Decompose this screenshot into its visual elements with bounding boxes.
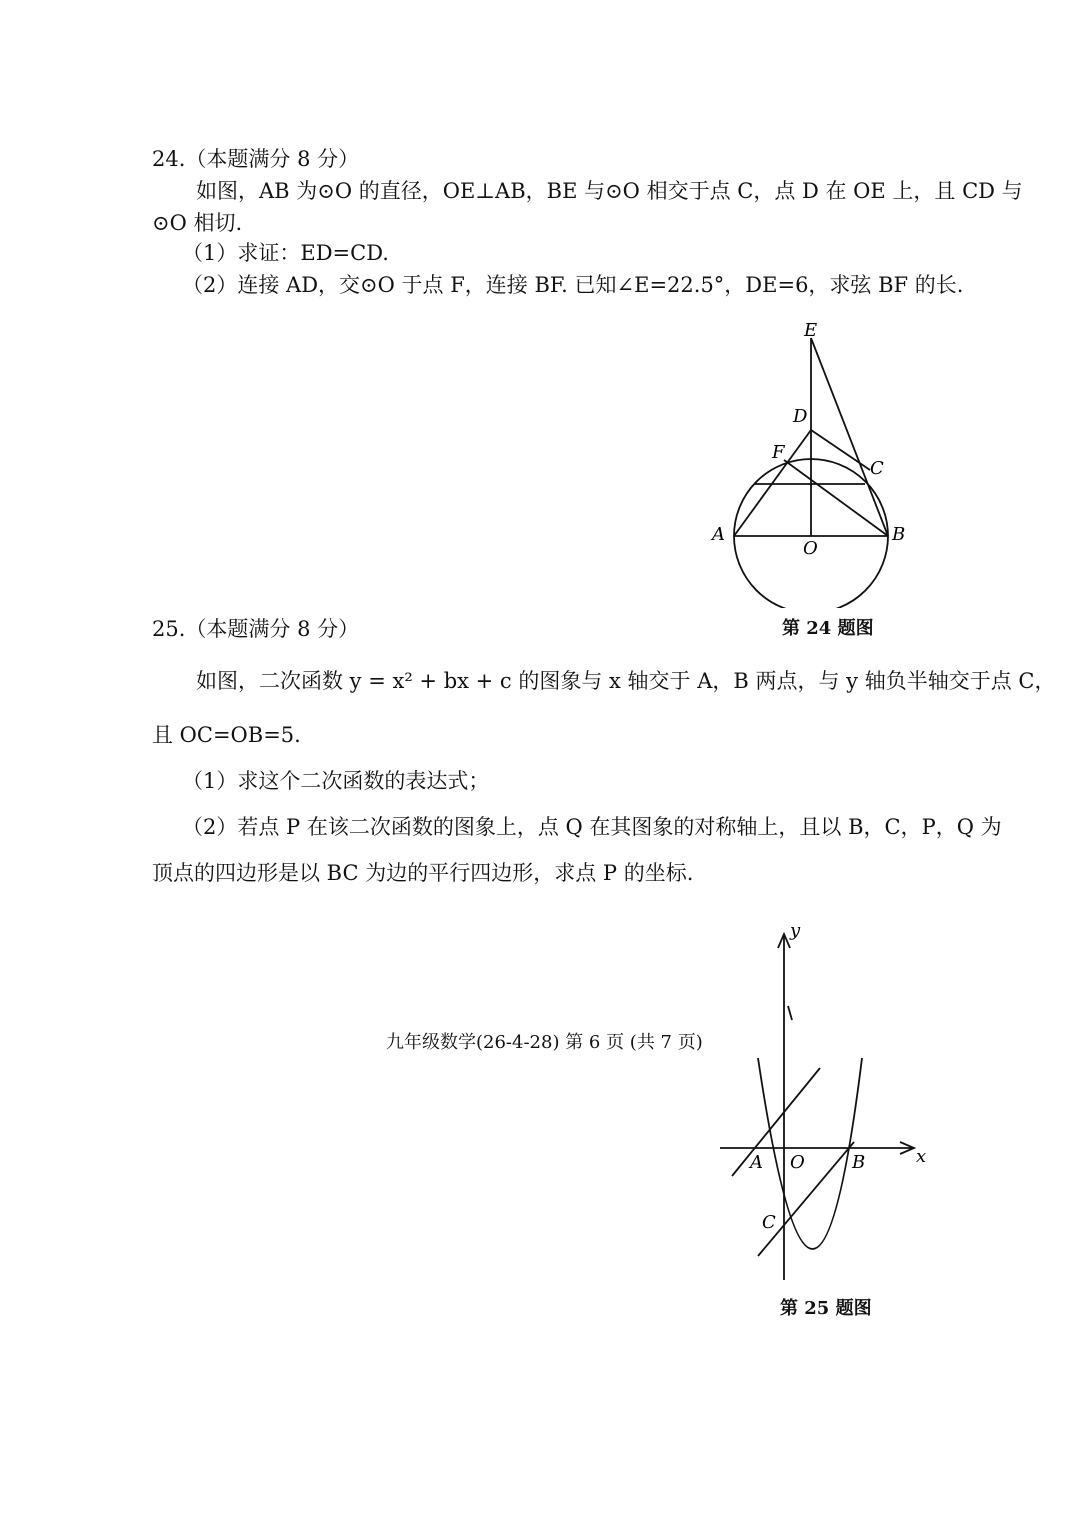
line-bc	[758, 1142, 854, 1256]
label-e: E	[804, 320, 818, 341]
q24-stem-line1: 如图，AB 为⊙O 的直径，OE⊥AB，BE 与⊙O 相交于点 C，点 D 在 OE 上，且 CD 与	[196, 179, 1023, 203]
label-a: A	[712, 524, 725, 545]
label-o: O	[803, 538, 818, 559]
label-y: y	[790, 920, 801, 941]
q25-part1: （1）求这个二次函数的表达式；	[182, 769, 490, 793]
label-x: x	[916, 1146, 927, 1167]
q25-part2-line1: （2）若点 P 在该二次函数的图象上，点 Q 在其图象的对称轴上，且以 B，C，P，Q 为	[182, 815, 1002, 839]
label-b: B	[892, 524, 906, 545]
q25-header: 25.（本题满分 8 分）	[152, 617, 360, 641]
q24-caption: 第 24 题图	[782, 618, 874, 639]
label-c: C	[762, 1212, 776, 1233]
q24-part2: （2）连接 AD，交⊙O 于点 F，连接 BF. 已知∠E=22.5°，DE=6，求弦 BF 的长.	[182, 273, 964, 297]
q24-header: 24.（本题满分 8 分）	[152, 147, 360, 171]
q24-part1: （1）求证：ED=CD.	[182, 241, 389, 265]
label-f: F	[772, 442, 785, 463]
q25-stem-line2: 且 OC=OB=5.	[152, 723, 301, 747]
label-b: B	[852, 1152, 866, 1173]
figure-25	[712, 920, 942, 1290]
label-a: A	[750, 1152, 763, 1173]
tick-mark	[788, 1006, 792, 1020]
q25-stem-line1: 如图，二次函数 y = x² + bx + c 的图象与 x 轴交于 A，B 两点，与 y 轴负半轴交于点 C，	[196, 669, 1056, 693]
label-d: D	[793, 406, 808, 427]
figure-24	[700, 318, 930, 608]
q25-part2-line2: 顶点的四边形是以 BC 为边的平行四边形，求点 P 的坐标.	[152, 861, 694, 885]
label-o: O	[790, 1152, 805, 1173]
q25-caption: 第 25 题图	[780, 1298, 872, 1319]
q24-stem-line2: ⊙O 相切.	[152, 211, 243, 235]
page-footer: 九年级数学(26-4-28) 第 6 页 (共 7 页)	[386, 1032, 703, 1053]
label-c: C	[870, 458, 884, 479]
